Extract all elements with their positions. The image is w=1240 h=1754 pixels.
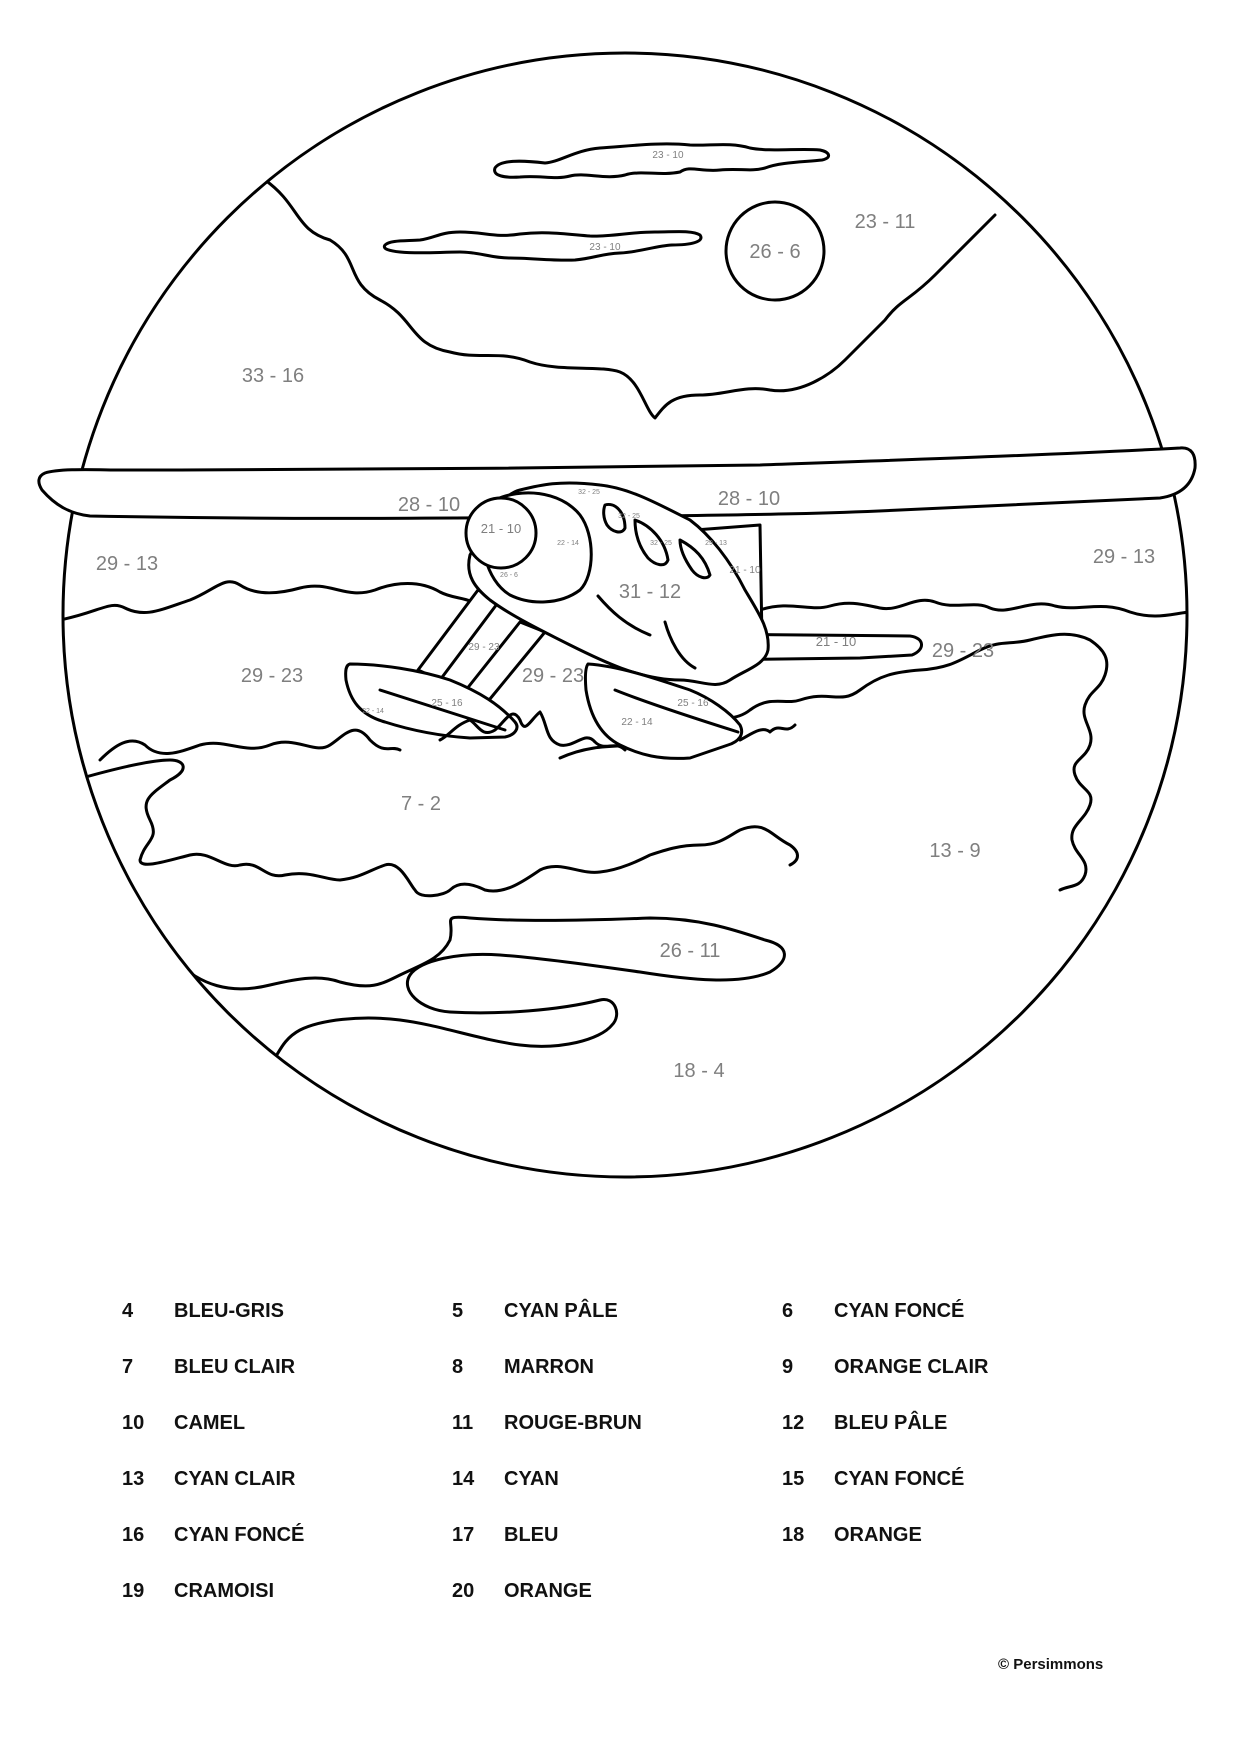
legend-number: 10	[122, 1412, 145, 1434]
label-cloud-mid: 23 - 10	[589, 242, 621, 253]
legend-number: 18	[782, 1524, 805, 1546]
legend-color-name: CRAMOISI	[174, 1580, 274, 1602]
horizon-waves-left	[60, 582, 485, 620]
legend-number: 11	[452, 1412, 474, 1434]
legend-color-name: CYAN FONCÉ	[834, 1468, 965, 1490]
label-float-left-side: 22 - 14	[362, 708, 384, 715]
legend-color-name: MARRON	[504, 1356, 594, 1378]
label-cowl-top: 32 - 25	[578, 489, 600, 496]
label-tail-fin: 21 - 10	[729, 565, 761, 576]
label-cowl-ring: 22 - 14	[557, 540, 579, 547]
label-wave-right: 13 - 9	[929, 840, 981, 862]
label-cloud-top: 23 - 10	[652, 150, 684, 161]
legend-number: 19	[122, 1580, 145, 1602]
legend-row	[122, 1468, 1122, 1524]
legend-number: 9	[782, 1356, 794, 1378]
label-tailplane: 21 - 10	[815, 634, 857, 649]
legend-number: 5	[452, 1300, 464, 1322]
legend-number: 20	[452, 1580, 475, 1602]
label-sea-far-left: 29 - 13	[95, 553, 159, 575]
label-propeller: 26 - 6	[500, 572, 518, 579]
legend-color-name: BLEU	[504, 1524, 559, 1546]
color-legend	[122, 1300, 1122, 1636]
label-sky-right: 23 - 11	[854, 211, 916, 233]
legend-color-name: CYAN FONCÉ	[834, 1300, 965, 1322]
label-spinner: 21 - 10	[480, 521, 522, 536]
legend-color-name: ORANGE	[834, 1524, 922, 1546]
label-float-left-top: 25 - 16	[431, 698, 463, 709]
legend-color-name: BLEU PÂLE	[834, 1412, 948, 1434]
copyright-notice: © Persimmons	[998, 1656, 1104, 1673]
legend-row	[122, 1524, 1122, 1580]
label-sea-mid-center: 29 - 23	[521, 665, 585, 687]
legend-number: 7	[122, 1356, 134, 1378]
legend-color-name: BLEU CLAIR	[174, 1356, 296, 1378]
legend-color-name: ROUGE-BRUN	[504, 1412, 642, 1434]
foam-swirl	[140, 900, 784, 1058]
legend-color-name: CAMEL	[174, 1412, 246, 1434]
horizon-waves-right	[760, 600, 1200, 616]
legend-color-name: ORANGE CLAIR	[834, 1356, 989, 1378]
label-sky-left: 33 - 16	[241, 365, 305, 387]
label-float-right-top: 25 - 16	[677, 698, 709, 709]
label-sea-mid-right: 29 - 23	[931, 640, 995, 662]
legend-number: 6	[782, 1300, 794, 1322]
legend-color-name: CYAN PÂLE	[504, 1300, 618, 1322]
label-sea-far-right: 29 - 13	[1092, 546, 1156, 568]
wave-band-left	[75, 760, 798, 896]
cloud-mid	[384, 232, 701, 261]
legend-color-name: CYAN FONCÉ	[174, 1524, 305, 1546]
legend-color-name: CYAN	[504, 1468, 559, 1490]
legend-number: 15	[782, 1468, 805, 1490]
label-foam: 26 - 11	[659, 940, 721, 962]
legend-row	[122, 1300, 1122, 1356]
label-float-right-side: 22 - 14	[621, 717, 653, 728]
legend-number: 14	[452, 1468, 475, 1490]
legend-number: 4	[122, 1300, 134, 1322]
mid-sea-line	[100, 730, 400, 760]
legend-row	[122, 1580, 1122, 1636]
legend-row	[122, 1412, 1122, 1468]
legend-row	[122, 1356, 1122, 1412]
legend-number: 13	[122, 1468, 145, 1490]
label-sea-mid-left: 29 - 23	[240, 665, 304, 687]
legend-color-name: BLEU-GRIS	[174, 1300, 284, 1322]
legend-color-name: ORANGE	[504, 1580, 592, 1602]
legend-number: 16	[122, 1524, 145, 1546]
label-wave-left: 7 - 2	[400, 793, 442, 815]
label-wing-left: 28 - 10	[397, 494, 461, 516]
legend-number: 17	[452, 1524, 475, 1546]
label-strut: 29 - 23	[468, 642, 500, 653]
label-sun: 26 - 6	[749, 241, 801, 263]
label-window-3: 29 - 13	[705, 540, 727, 547]
label-wing-right: 28 - 10	[717, 488, 781, 510]
legend-number: 12	[782, 1412, 805, 1434]
legend-color-name: CYAN CLAIR	[174, 1468, 296, 1490]
label-fuselage: 31 - 12	[618, 581, 682, 603]
legend-number: 8	[452, 1356, 464, 1378]
label-window-1: 32 - 25	[618, 513, 640, 520]
label-sea-bottom: 18 - 4	[673, 1060, 725, 1082]
label-window-2: 32 - 25	[650, 540, 672, 547]
